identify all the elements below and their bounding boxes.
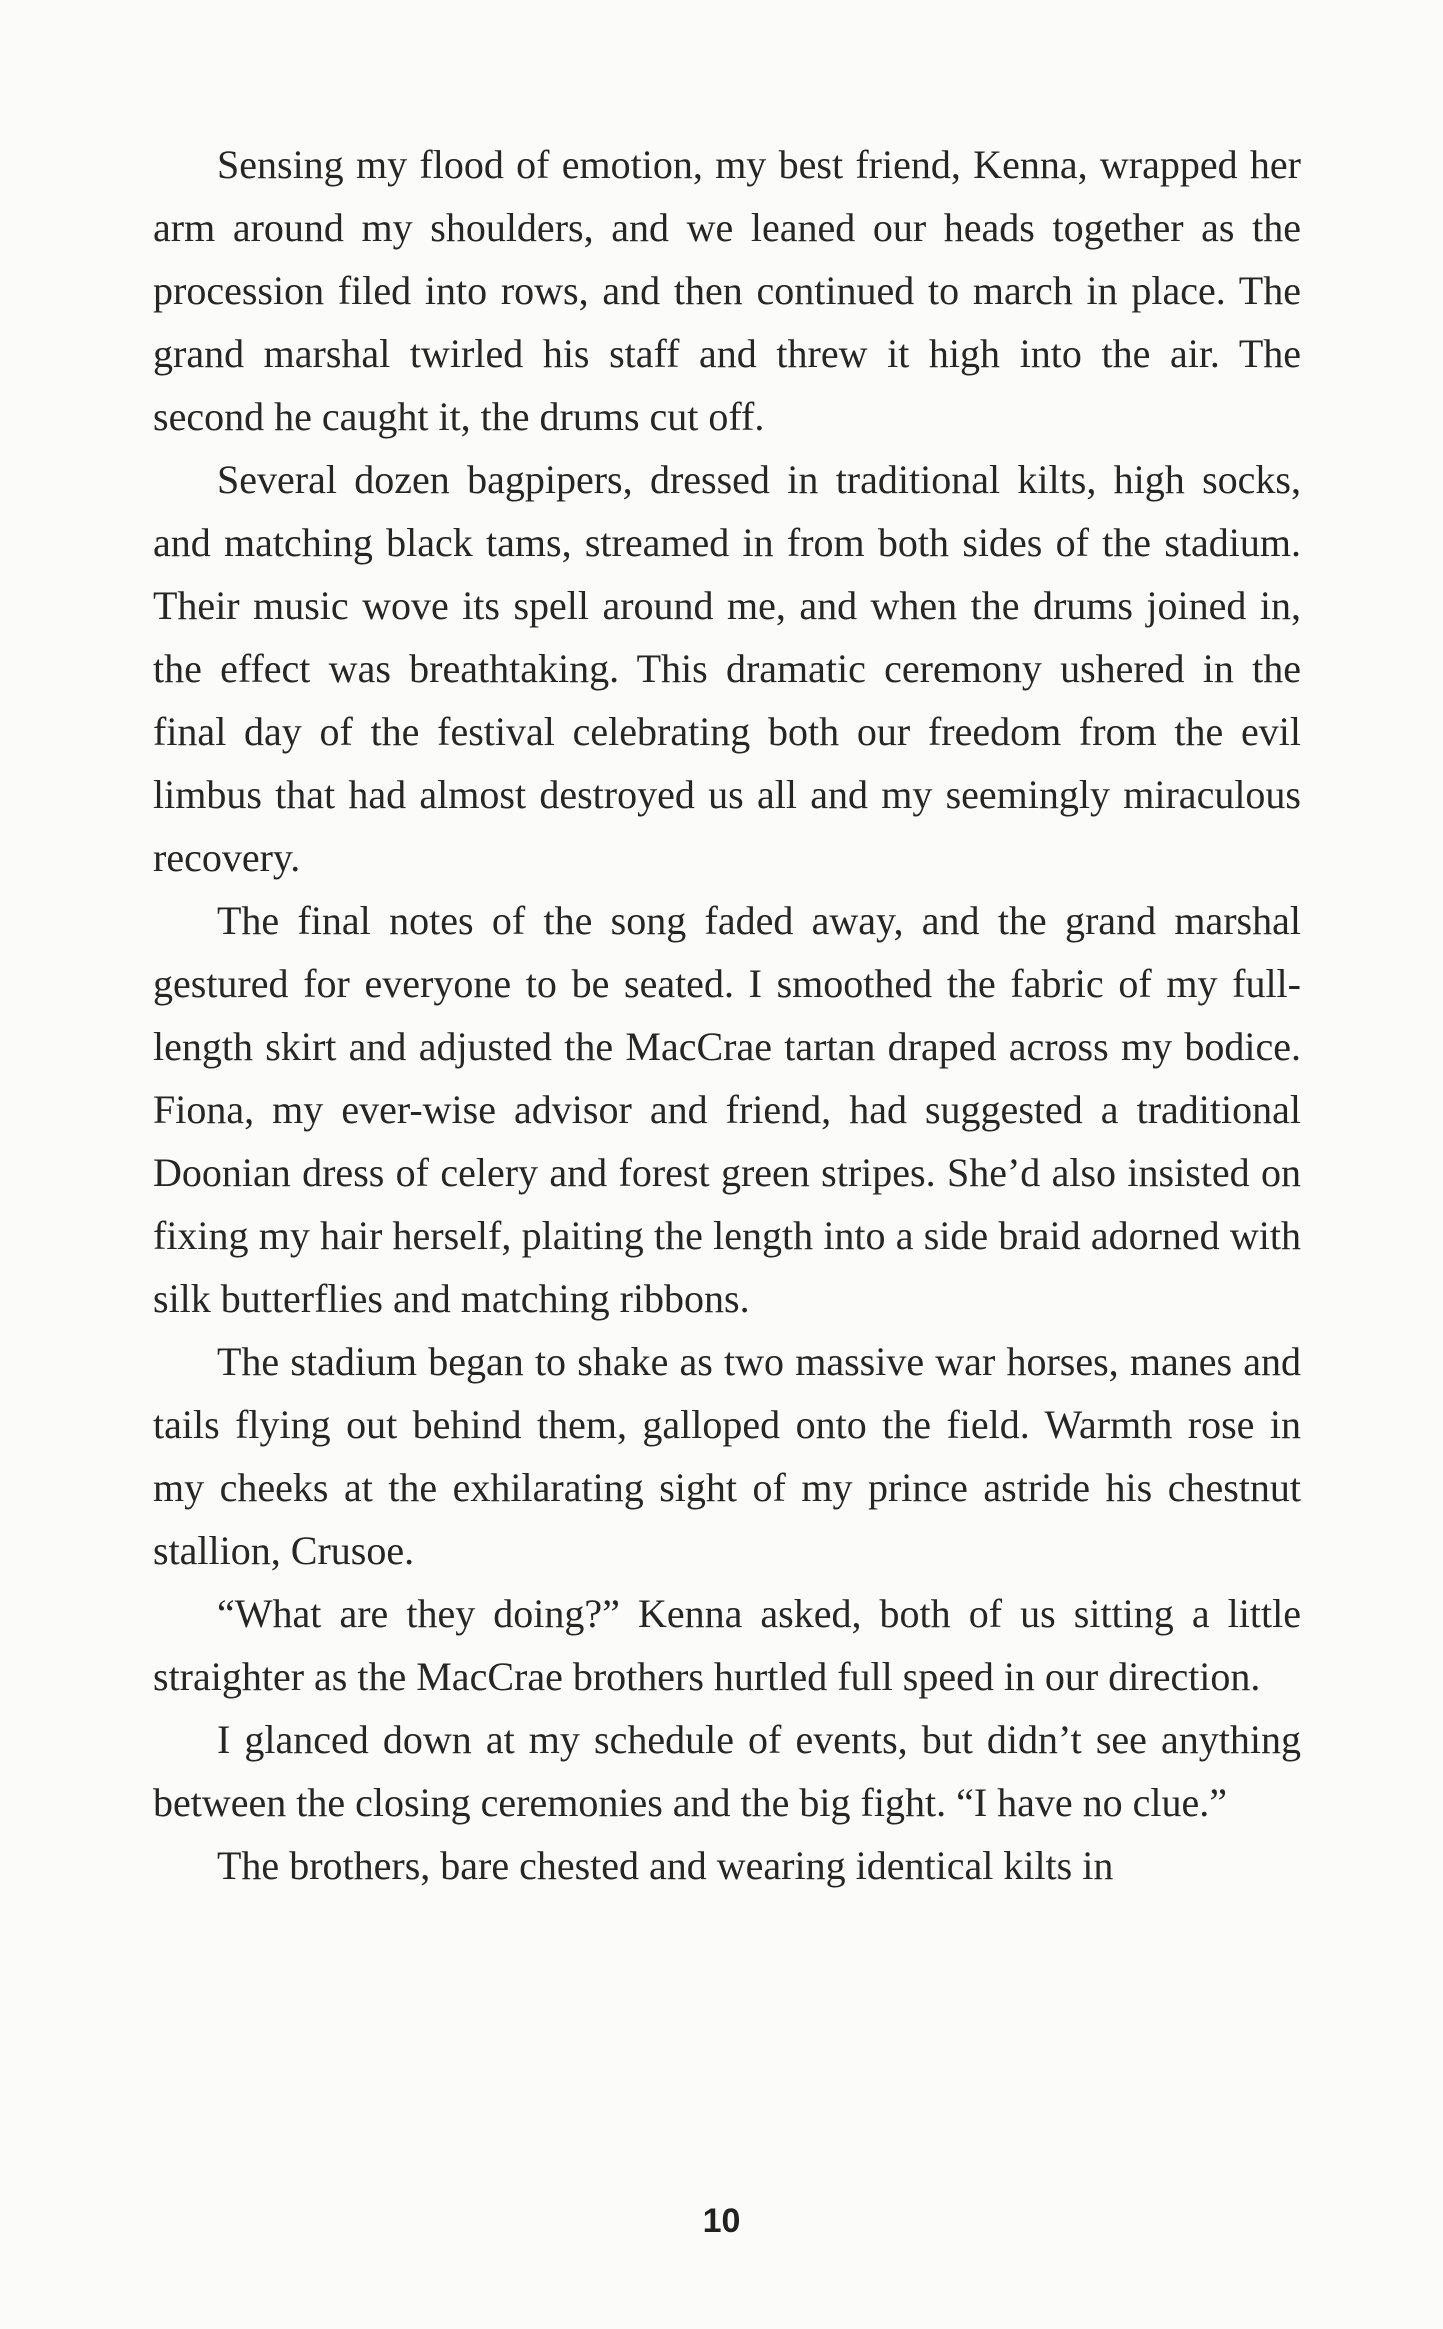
paragraph-4: The stadium began to shake as two massive war horses, manes and tails flying out behind them, galloped onto the field. Warmth rose in my cheeks at the exhilarating sight of my prince astride his chestnut stallion, Crusoe. xyxy=(153,1339,1301,1573)
paragraph-3: The final notes of the song faded away, and the grand marshal gestured for everyone to be seated. I smoothed the fabric of my full-length skirt and adjusted the MacCrae tartan draped across my bodice. Fiona, my ever-wise advisor and friend, had suggested a traditional Doonian dress of celery and forest green stripes. She’d also insisted on fixing my hair herself, plaiting the length into a side braid adorned with silk butterflies and matching ribbons. xyxy=(153,898,1301,1321)
paragraph-6: I glanced down at my schedule of events, but didn’t see anything between the closing ceremonies and the big fight. “I have no clue.” xyxy=(153,1717,1301,1825)
page-number: 10 xyxy=(702,2202,741,2240)
body-text xyxy=(153,133,1301,1897)
paragraph-2: Several dozen bagpipers, dressed in traditional kilts, high socks, and matching black tams, streamed in from both sides of the stadium. Their music wove its spell around me, and when the drums joined in, the effect was breathtaking. This dramatic ceremony ushered in the final day of the festival celebrating both our freedom from the evil limbus that had almost destroyed us all and my seemingly miraculous recovery. xyxy=(153,457,1301,880)
paragraph-5: “What are they doing?” Kenna asked, both of us sitting a little straighter as the MacCrae brothers hurtled full speed in our direction. xyxy=(153,1591,1301,1699)
paragraph-7: The brothers, bare chested and wearing identical kilts in xyxy=(217,1843,1114,1888)
paragraph-1: Sensing my flood of emotion, my best friend, Kenna, wrapped her arm around my shoulders, and we leaned our heads together as the procession filed into rows, and then continued to march in place. The grand marshal twirled his staff and threw it high into the air. The second he caught it, the drums cut off. xyxy=(153,142,1301,439)
